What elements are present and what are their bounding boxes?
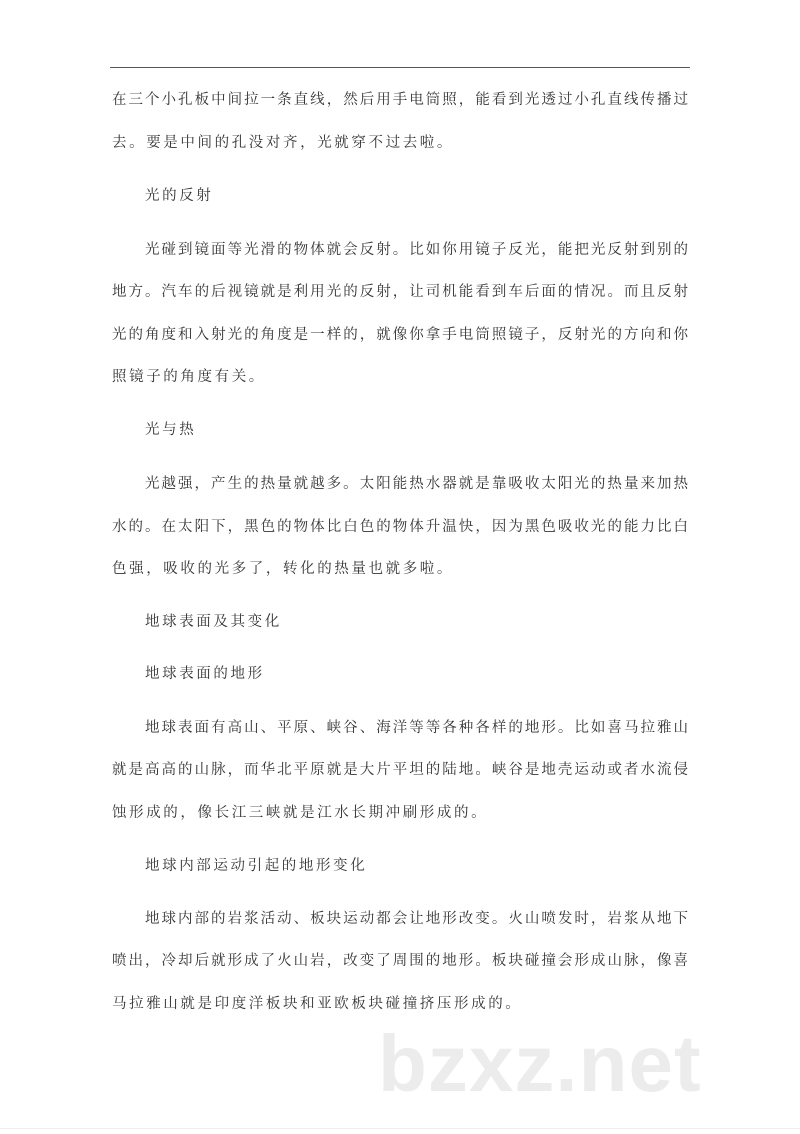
text-line: 喷出，冷却后就形成了火山岩，改变了周围的地形。板块碰撞会形成山脉，像喜	[112, 953, 688, 969]
text-line: 地方。汽车的后视镜就是利用光的反射，让司机能看到车后面的情况。而且反射	[112, 284, 688, 300]
text-line: 在三个小孔板中间拉一条直线，然后用手电筒照，能看到光透过小孔直线传播过	[112, 92, 688, 108]
text-line: 就是高高的山脉，而华北平原就是大片平坦的陆地。峡谷是地壳运动或者水流侵	[112, 762, 688, 778]
text-line: 地球表面有高山、平原、峡谷、海洋等等各种各样的地形。比如喜马拉雅山	[145, 720, 688, 736]
text-line: 地球表面及其变化	[145, 614, 282, 630]
text-line: 光的角度和入射光的角度是一样的，就像你拿手电筒照镜子，反射光的方向和你	[112, 327, 688, 343]
text-line: 光越强，产生的热量就越多。太阳能热水器就是靠吸收太阳光的热量来加热	[145, 476, 688, 492]
text-line: 光与热	[145, 422, 197, 438]
text-line: 地球表面的地形	[145, 666, 265, 682]
text-line: 光的反射	[145, 188, 214, 204]
header-rule	[110, 67, 690, 68]
text-line: 蚀形成的，像长江三峡就是江水长期冲刷形成的。	[112, 805, 489, 821]
page-bottom-edge	[0, 1128, 800, 1129]
text-line: 地球内部运动引起的地形变化	[145, 858, 368, 874]
watermark: bzxz.net	[378, 1019, 702, 1108]
text-line: 地球内部的岩浆活动、板块运动都会让地形改变。火山喷发时，岩浆从地下	[145, 911, 688, 927]
text-line: 马拉雅山就是印度洋板块和亚欧板块碰撞挤压形成的。	[112, 996, 523, 1012]
text-line: 水的。在太阳下，黑色的物体比白色的物体升温快，因为黑色吸收光的能力比白	[112, 519, 688, 535]
text-line: 色强，吸收的光多了，转化的热量也就多啦。	[112, 561, 454, 577]
text-line: 去。要是中间的孔没对齐，光就穿不过去啦。	[112, 135, 454, 151]
text-line: 光碰到镜面等光滑的物体就会反射。比如你用镜子反光，能把光反射到别的	[145, 242, 688, 258]
text-line: 照镜子的角度有关。	[112, 369, 266, 385]
